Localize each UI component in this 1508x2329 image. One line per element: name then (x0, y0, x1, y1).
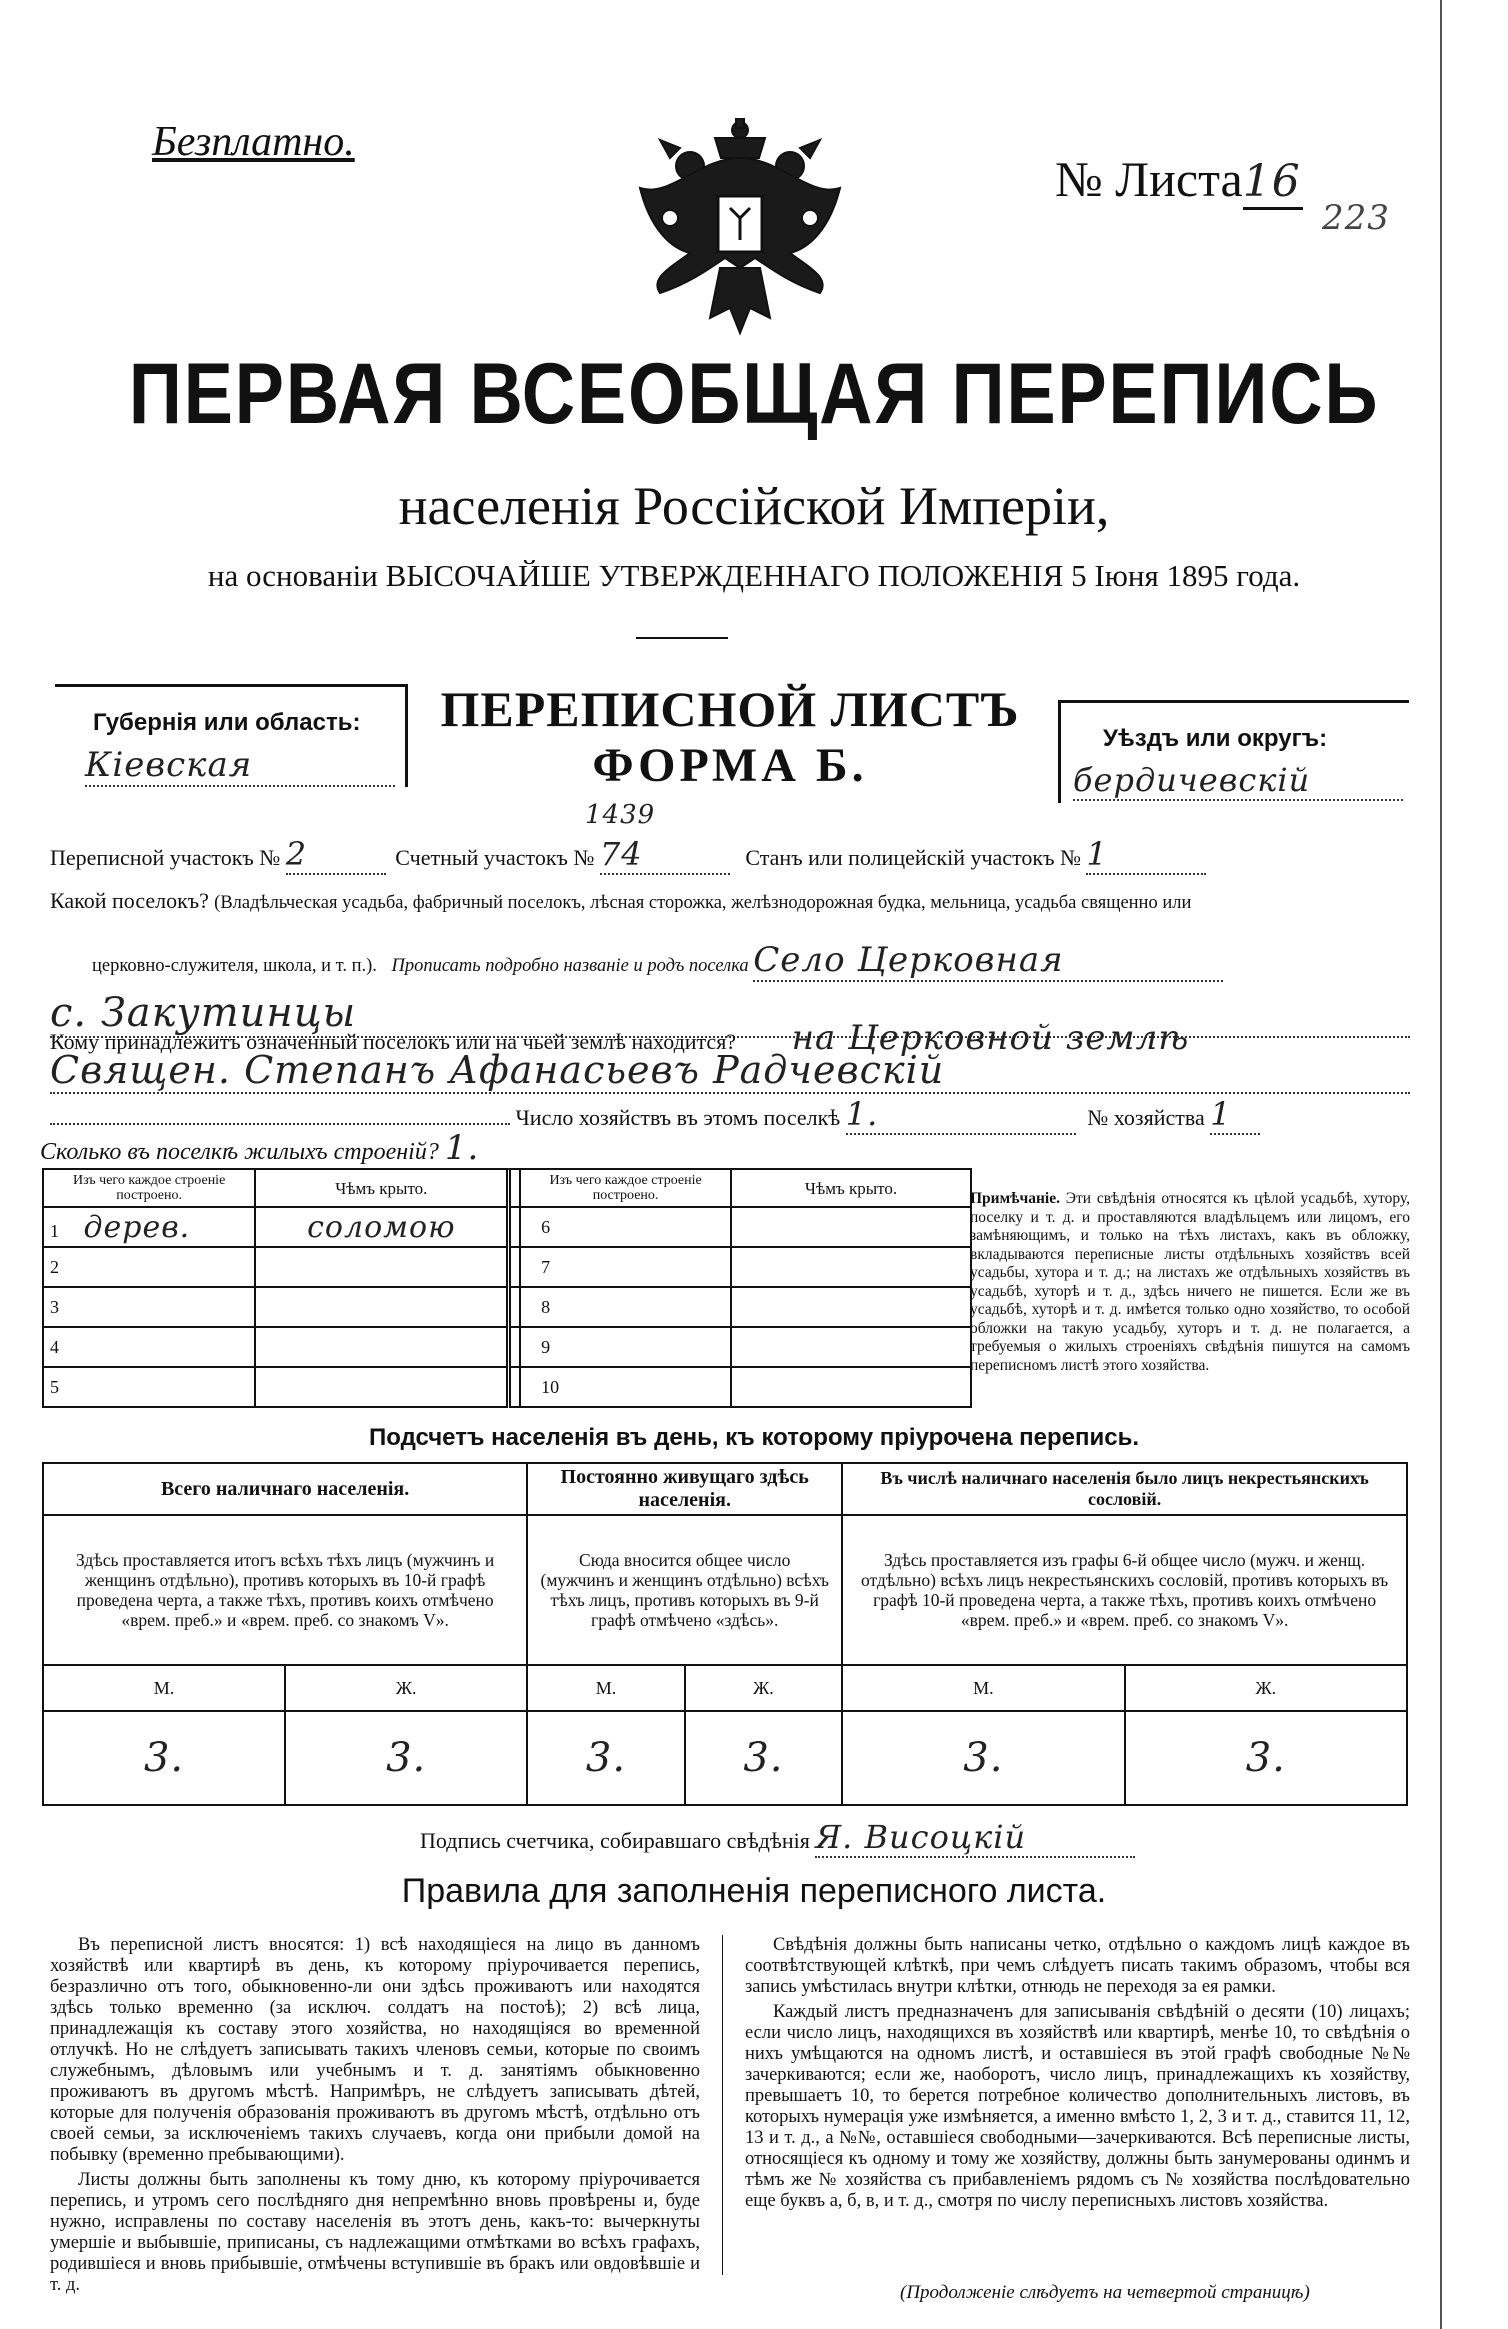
settlement-hint-2: церковно-служителя, школа, и т. п.). (92, 956, 377, 976)
camp-label: Станъ или полицейскій участокъ № (745, 845, 1081, 870)
table-row (43, 1327, 971, 1367)
female-label: Ж. (285, 1665, 527, 1711)
roof-value: соломою (255, 1207, 508, 1247)
census-plot-value: 2 (286, 835, 386, 875)
row-number: 1 (50, 1220, 59, 1241)
male-label: М. (527, 1665, 684, 1711)
note-text: Эти свѣдѣнія относятся къ цѣлой усадьбѣ, хутору, поселку и т. д. и проставляются владѣльцемъ или лицомъ, его замѣняющимъ, и только на тѣхъ листахъ, какъ въ обложку, вкладываются переписные листы отдѣльныхъ хозяйствъ всей усадьбы, хутора и т. д.; на листахъ же отдѣльныхъ хозяйствъ въ усадьбѣ, хуторѣ и т. д., здѣсь ничего не пишется. Если же въ усадьбѣ, хуторѣ и т. д. имѣется только одно хозяйство, то особой обложки на такую усадьбу, хуторъ и т. д. не полагается, а требуемыя о жилыхъ строеніяхъ свѣдѣнія пишутся на самомъ переписномъ листѣ этого хозяйства. (970, 1190, 1410, 1374)
census-subtitle: населенія Россійской Имперіи, (398, 476, 1110, 536)
scan-edge-line (1440, 0, 1442, 2329)
row-number: 8 (520, 1287, 731, 1327)
table-row (43, 1247, 971, 1287)
rules-right-column (745, 1935, 1410, 2216)
rules-continued: (Продолженіе слѣдуетъ на четвертой страницѣ) (900, 2282, 1310, 2303)
census-plot-row (50, 835, 1410, 875)
note-label: Примѣчаніе. (970, 1190, 1060, 1207)
form-title: ПЕРЕПИСНОЙ ЛИСТЪ (440, 681, 1020, 737)
owner-question: Кому принадлежитъ означенный поселокъ или на чьей землѣ находится? (50, 1029, 737, 1054)
construction-table (42, 1168, 972, 1408)
buildings-question: Сколько въ поселкѣ жилыхъ строеній? (40, 1139, 439, 1165)
rules-paragraph: Свѣдѣнія должны быть написаны четко, отдѣльно о каждомъ лицѣ каждое въ соотвѣтствующей клѣткѣ, при чемъ слѣдуетъ писать такимъ образомъ, чтобы вся запись умѣстилась внутри клѣтки, отнюдь не переходя за ея рамки. (745, 1935, 1410, 1997)
female-label: Ж. (1125, 1665, 1407, 1711)
district-box (1058, 700, 1409, 803)
row-number: 9 (520, 1327, 731, 1367)
signature-row (420, 1818, 1320, 1858)
row-number: 6 (520, 1207, 731, 1247)
counting-plot-label: Счетный участокъ № (395, 845, 595, 870)
settlement-hint-row (92, 940, 1412, 982)
settlement-hint-3: Прописать подробно названіе и родъ поселка (391, 956, 749, 976)
archive-number: 223 (1322, 198, 1390, 238)
col-material-header-right: Изъ чего каждое строеніе построено. (520, 1169, 731, 1207)
row-number: 7 (520, 1247, 731, 1287)
resident-male-value: 3. (527, 1711, 684, 1805)
sheet-number-label: № Листа (1055, 151, 1243, 207)
pop-col-nonpeasant-title: Въ числѣ наличнаго населенія было лицъ некрестьянскихъ сословій. (842, 1463, 1407, 1515)
settlement-question-row (50, 886, 1410, 918)
material-value: дерев. (83, 1209, 191, 1245)
nonpeasant-male-value: 3. (842, 1711, 1124, 1805)
camp-value: 1 (1086, 835, 1206, 875)
households-leader (50, 1123, 510, 1125)
rules-paragraph: Каждый листъ предназначенъ для записыванія свѣдѣній о десяти (10) лицахъ; если число лицъ, находящихся въ хозяйствѣ или квартирѣ, менѣе 10, то свѣдѣнія о нихъ умѣщаются на одномъ листѣ, и оставшіеся въ этой графѣ свободные №№ зачеркиваются; если же, наоборотъ, число лицъ, принадлежащихъ къ хозяйству, превышаетъ 10, то берется потребное количество дополнительныхъ листовъ, въ которыхъ нумерація уже измѣняется, а именно вмѣсто 1, 2, 3 и т. д., ставится 11, 12, 13 и т. д., а №№, оставшіеся свободными—зачеркиваются. Всѣ переписные листы, относящіеся къ одному и тому же хозяйству, должны быть занумерованы одинмъ и тѣмъ же № хозяйства съ прибавленіемъ рядомъ съ № хозяйства послѣдовательно еще буквъ а, б, в, и т. д., смотря по числу переписныхъ листовъ хозяйства. (745, 2002, 1410, 2211)
owner-value-1: на Церковной землѣ (791, 1018, 1190, 1058)
pop-col-total-title: Всего наличнаго населенія. (43, 1463, 527, 1515)
household-no-value: 1 (1210, 1095, 1260, 1135)
imperial-eagle-emblem (630, 118, 850, 343)
form-type: ФОРМА Б. (592, 739, 868, 792)
counting-plot-value: 74 (600, 835, 730, 875)
district-label: Уѣздъ или округъ: (1103, 725, 1328, 752)
male-label: М. (842, 1665, 1124, 1711)
province-box (55, 684, 408, 787)
rules-title: Правила для заполненія переписного листа. (401, 1872, 1107, 1910)
census-basis: на основаніи ВЫСОЧАЙШЕ УТВЕРЖДЕННАГО ПОЛОЖЕНІЯ 5 Іюня 1895 года. (207, 558, 1301, 593)
counting-plot-extra: 1439 (585, 800, 656, 830)
sheet-number (1055, 150, 1303, 210)
rules-column-divider (722, 1935, 723, 2275)
pop-col-resident-title: Постоянно живущаго здѣсь населенія. (527, 1463, 842, 1515)
table-row (43, 1287, 971, 1327)
census-plot-label: Переписной участокъ № (50, 845, 281, 870)
col-roof-header-right: Чѣмъ крыто. (731, 1169, 971, 1207)
male-label: М. (43, 1665, 285, 1711)
table-row (43, 1367, 971, 1407)
sheet-number-value: 16 (1243, 156, 1303, 210)
rules-left-column (50, 1935, 700, 2300)
settlement-hint-1: (Владѣльческая усадьба, фабричный поселокъ, лѣсная сторожка, желѣзнодорожная будка, мельница, усадьба священно или (214, 893, 1192, 913)
rules-paragraph: Листы должны быть заполнены къ тому дню, къ которому пріурочивается перепись, и утромъ сего послѣдняго дня непремѣнно вновь провѣрены и, буде нужно, исправлены по составу населенія въ этотъ день, какъ-то: вычеркнуты умершіе и выбывшіе, приписаны, съ надлежащими отмѣтками во всѣхъ графахъ, родившіеся и вновь прибывшіе, отмѣчены вступившіе въ бракъ или овдовѣвшіе и т. д. (50, 2170, 700, 2295)
population-heading: Подсчетъ населенія въ день, къ которому пріурочена перепись. (369, 1424, 1139, 1451)
row-number: 4 (43, 1327, 255, 1367)
divider (636, 637, 728, 639)
household-no-label: № хозяйства (1087, 1105, 1205, 1130)
pop-col-nonpeasant-text: Здѣсь проставляется изъ графы 6-й общее число (мужч. и женщ. отдѣльно) всѣхъ лицъ некрестьянскихъ сословій, противъ которыхъ въ графѣ 10-й проведена черта, а также тѣхъ, противъ коихъ отмѣчено «врем. преб.» и «врем. преб. со знакомъ V». (842, 1515, 1407, 1665)
households-label: Число хозяйствъ въ этомъ поселкѣ (515, 1105, 841, 1130)
note-block (970, 1190, 1410, 1375)
province-label: Губернія или область: (93, 709, 361, 736)
signature-value: Я. Висоцкій (815, 1818, 1135, 1858)
col-roof-header: Чѣмъ крыто. (255, 1169, 508, 1207)
province-value: Кіевская (85, 745, 395, 787)
pop-col-resident-text: Сюда вносится общее число (мужчинъ и женщинъ отдѣльно) всѣхъ тѣхъ лицъ, противъ которыхъ въ 9-й графѣ отмѣчено «здѣсь». (527, 1515, 842, 1665)
female-label: Ж. (685, 1665, 842, 1711)
households-value: 1. (846, 1095, 1076, 1135)
settlement-question: Какой поселокъ? (50, 888, 209, 913)
pop-col-total-text: Здѣсь проставляется итогъ всѣхъ тѣхъ лицъ (мужчинъ и женщинъ отдѣльно), противъ которыхъ въ 10-й графѣ проведена черта, а также тѣхъ, противъ коихъ отмѣчено «врем. преб.» и «врем. преб. со знакомъ V». (43, 1515, 527, 1665)
census-title: ПЕРВАЯ ВСЕОБЩАЯ ПЕРЕПИСЬ (128, 346, 1380, 442)
table-row (43, 1207, 971, 1247)
owner-value-2: Священ. Степанъ Афанасьевъ Радчевскій (50, 1048, 1410, 1094)
row-number: 3 (43, 1287, 255, 1327)
district-value: бердичевскій (1073, 761, 1403, 801)
rules-paragraph: Въ переписной листъ вносятся: 1) всѣ находящіеся на лицо въ данномъ хозяйствѣ или квартирѣ въ день, къ которому пріурочивается перепись, безразлично отъ того, обыкновенно-ли они здѣсь проживаютъ или находятся здѣсь только временно (за исключ. солдатъ на постоѣ); 2) всѣ лица, принадлежащія къ составу этого хозяйства, но находящіяся во временной отлучкѣ. Но не слѣдуетъ записывать такихъ членовъ семьи, которые по своимъ служебнымъ, дѣловымъ или учебнымъ и т. д. занятіямъ обыкновенно проживаютъ въ другомъ мѣстѣ. Напримѣръ, не слѣдуетъ записывать дѣтей, которые для полученія образованія проживаютъ въ другомъ мѣстѣ, отдѣльно отъ своей семьи, за исключеніемъ такихъ случаевъ, когда они прибыли домой на побывку (временно пребывающими). (50, 1935, 700, 2165)
population-table (42, 1462, 1408, 1806)
col-material-header: Изъ чего каждое строеніе построено. (43, 1169, 255, 1207)
nonpeasant-female-value: 3. (1125, 1711, 1407, 1805)
buildings-row (40, 1128, 1400, 1170)
total-male-value: 3. (43, 1711, 285, 1805)
buildings-value: 1. (445, 1128, 545, 1170)
resident-female-value: 3. (685, 1711, 842, 1805)
row-number: 10 (520, 1367, 731, 1407)
total-female-value: 3. (285, 1711, 527, 1805)
row-number: 5 (43, 1367, 255, 1407)
free-label: Безплатно. (152, 119, 355, 165)
row-number: 2 (43, 1247, 255, 1287)
settlement-value-1: Село Церковная (753, 940, 1223, 982)
settlement-value-2: с. Закутинцы (50, 990, 1410, 1038)
signature-label: Подпись счетчика, собиравшаго свѣдѣнія (420, 1828, 810, 1853)
